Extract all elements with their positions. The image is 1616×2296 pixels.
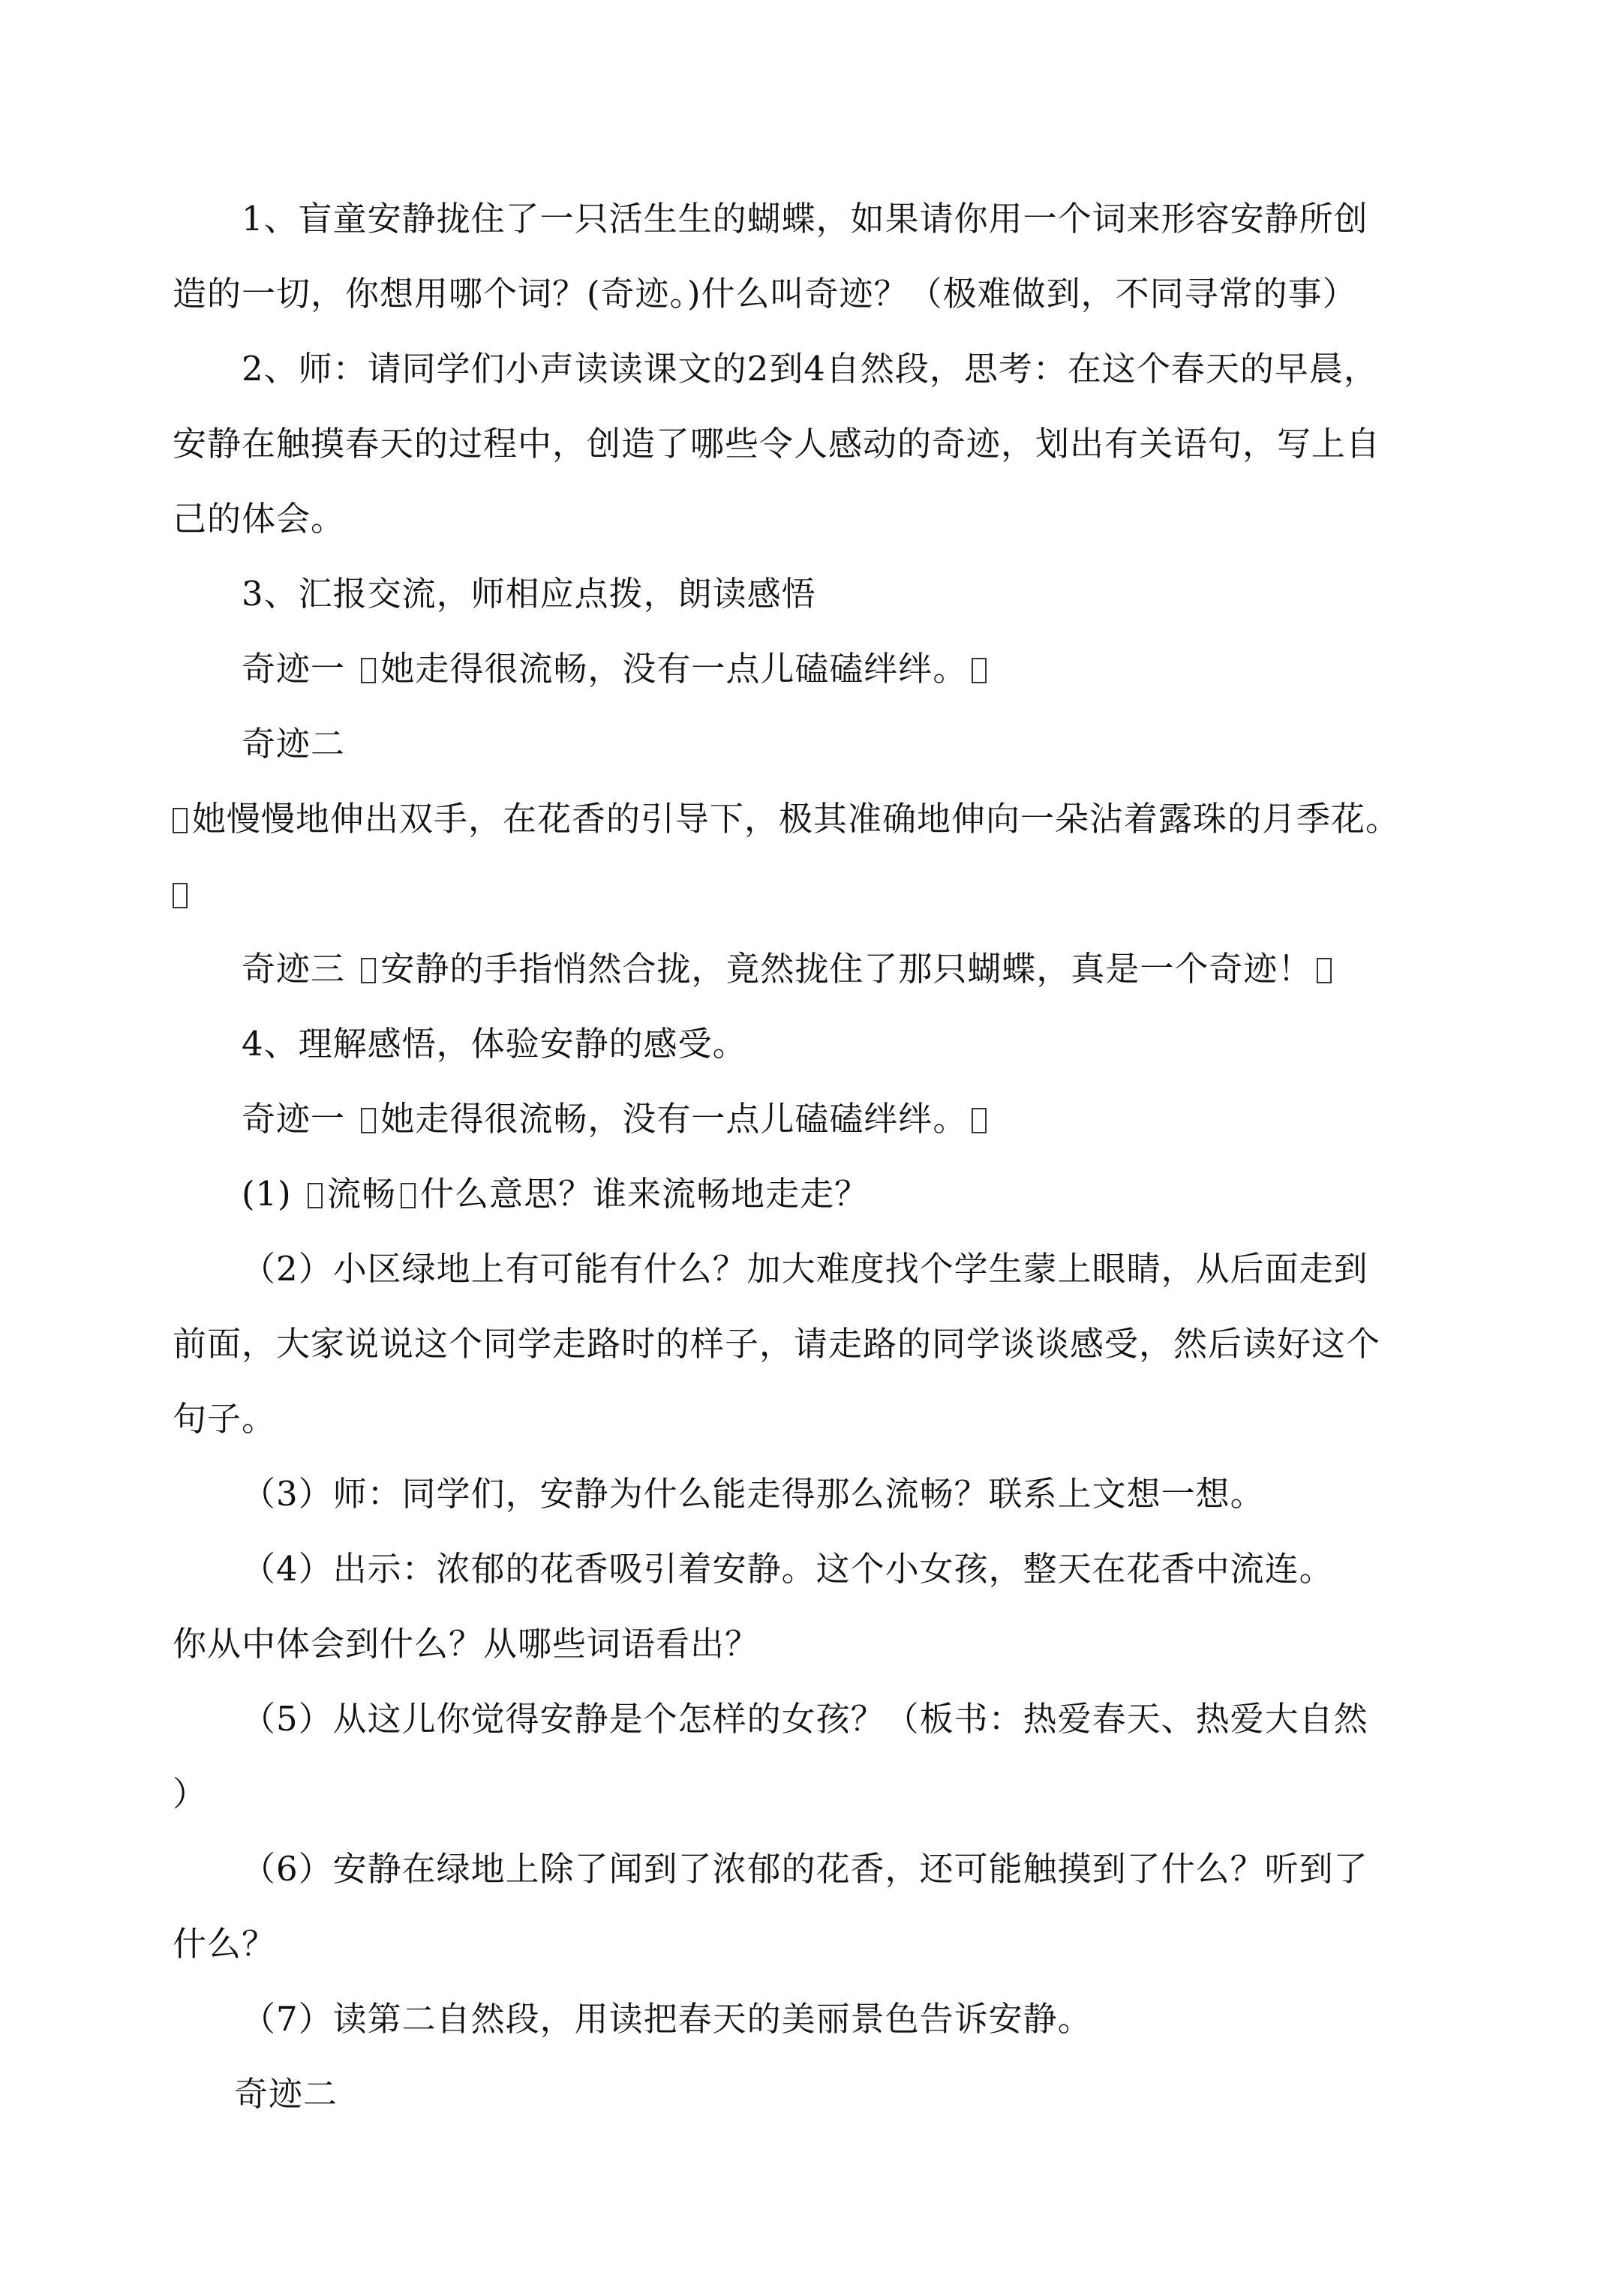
paragraph-line [234,2072,338,2117]
text: （2）小区绿地上有可能有什么？加大难度找个学生蒙上眼睛，从后面走到 [242,1249,1368,1289]
text: 她走得很流畅，没有一点儿磕磕绊绊。 [380,1099,968,1139]
text: （4）出示：浓郁的花香吸引着安静。这个小女孩，整天在花香中流连。 [242,1549,1334,1589]
paragraph-line [242,1847,1368,1892]
missing-glyph-box [401,1183,416,1208]
missing-glyph-box [1317,958,1332,983]
text: 2、师：请同学们小声读读课文的2到4自然段，思考：在这个春天的早晨， [242,349,1378,389]
text: 安静的手指悄然合拢，竟然拢住了那只蝴蝶，真是一个奇迹！ [380,949,1313,989]
text: 什么意思？谁来流畅地走走？ [420,1174,870,1214]
text: （3）师：同学们，安静为什么能走得那么流畅？联系上文想一想。 [242,1474,1265,1514]
paragraph-line [173,872,192,917]
text: 句子。 [173,1399,277,1439]
missing-glyph-box [972,658,987,683]
text: 己的体会。 [173,499,346,539]
text: 奇迹三 [242,949,357,989]
paragraph-line [242,347,1378,392]
paragraph-line [242,947,1336,992]
paragraph-line [242,1697,1368,1742]
text: 她走得很流畅，没有一点儿磕磕绊绊。 [380,649,968,689]
text: 什么？ [173,1924,277,1964]
paragraph-line [173,1397,276,1442]
paragraph-line [242,1247,1368,1292]
text: ） [173,1774,208,1814]
text: 流畅 [327,1174,397,1214]
paragraph-line [242,1172,869,1217]
text: 造的一切，你想用哪个词？(奇迹。)什么叫奇迹？（极难做到，不同寻常的事） [173,274,1357,314]
paragraph-line [242,1997,1092,2042]
paragraph-line [173,497,345,542]
paragraph-line [173,1322,1380,1367]
missing-glyph-box [361,958,376,983]
text: （5）从这儿你觉得安静是个怎样的女孩？（板书：热爱春天、热爱大自然 [242,1699,1368,1739]
text: 奇迹一 [242,649,357,689]
paragraph-line [173,272,1357,317]
text: （7）读第二自然段，用读把春天的美丽景色告诉安静。 [242,1999,1092,2039]
paragraph-line [173,1622,759,1667]
paragraph-line [173,422,1380,467]
paragraph-line [242,1472,1265,1517]
paragraph-line [173,797,1400,842]
text: （6）安静在绿地上除了闻到了浓郁的花香，还可能触摸到了什么？听到了 [242,1849,1368,1889]
missing-glyph-box [308,1183,323,1208]
paragraph-line [242,197,1368,242]
paragraph-line [242,722,345,767]
text: 你从中体会到什么？从哪些词语看出？ [173,1624,760,1664]
missing-glyph-box [361,1108,376,1133]
paragraph-line [242,572,816,617]
missing-glyph-box [173,883,188,908]
missing-glyph-box [361,658,376,683]
missing-glyph-box [173,808,188,833]
missing-glyph-box [972,1108,987,1133]
paragraph-line [242,1547,1334,1592]
paragraph-line [173,1922,276,1967]
text: 前面，大家说说这个同学走路时的样子，请走路的同学谈谈感受，然后读好这个 [173,1324,1381,1364]
text: 4、理解感悟，体验安静的感受。 [242,1024,747,1064]
text: 1、盲童安静拢住了一只活生生的蝴蝶，如果请你用一个词来形容安静所创 [242,199,1368,239]
text: 奇迹二 [242,724,346,764]
text: (1) [242,1174,304,1214]
text: 她慢慢地伸出双手，在花香的引导下，极其准确地伸向一朵沾着露珠的月季花。 [192,799,1401,839]
paragraph-line [242,1097,991,1142]
paragraph-line [242,647,991,692]
paragraph-line [242,1022,747,1067]
text: 奇迹一 [242,1099,357,1139]
paragraph-line [173,1772,207,1817]
text: 安静在触摸春天的过程中，创造了哪些令人感动的奇迹，划出有关语句，写上自 [173,424,1381,464]
text: 奇迹二 [234,2074,338,2114]
text: 3、汇报交流，师相应点拨，朗读感悟 [242,574,816,614]
